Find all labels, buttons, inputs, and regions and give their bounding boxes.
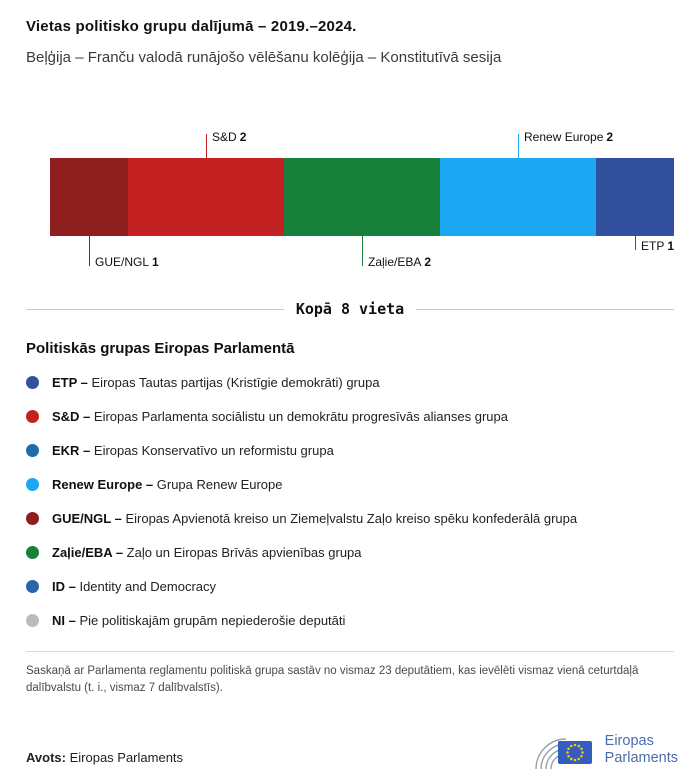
legend-item-renew-europe [26, 467, 674, 501]
legend-dot [26, 478, 39, 491]
callout-etp [635, 236, 675, 253]
callout-gue-ngl [89, 236, 159, 269]
source-label: Avots: [26, 750, 66, 765]
legend-text: EKR – Eiropas Konservatīvo un reformistu grupa [52, 442, 334, 458]
legend-text: Zaļie/EBA – Zaļo un Eiropas Brīvās apvienības grupa [52, 544, 362, 560]
source-value: Eiropas Parlaments [69, 750, 184, 765]
legend-item-etp [26, 365, 674, 399]
legend-text: ID – Identity and Democracy [52, 578, 217, 594]
legend-text: GUE/NGL – Eiropas Apvienotā kreiso un Ziemeļvalstu Zaļo kreiso spēku konfederālā grupa [52, 510, 578, 526]
ep-logo-line1: Eiropas [604, 732, 654, 749]
legend-dot [26, 614, 39, 627]
legend-dot [26, 512, 39, 525]
callout-label: Renew Europe 2 [524, 130, 614, 144]
legend-text: Renew Europe – Grupa Renew Europe [52, 476, 283, 492]
legend-item-s-d [26, 399, 674, 433]
legend-dot [26, 580, 39, 593]
bar-segment-za-ie-eba [284, 158, 440, 236]
total-row [26, 300, 674, 318]
callout-label: Zaļie/EBA 2 [368, 255, 432, 269]
total-rule-right [416, 309, 674, 310]
legend-text: NI – Pie politiskajām grupām nepiederošie deputāti [52, 612, 346, 628]
stacked-bar [50, 158, 674, 236]
legend [26, 365, 674, 637]
legend-text: ETP – Eiropas Tautas partijas (Kristīgie demokrāti) grupa [52, 374, 380, 390]
callout-s-d [206, 130, 247, 158]
ep-logo-text [605, 733, 678, 768]
legend-item-gue-ngl [26, 501, 674, 535]
legend-item-za-ie-eba [26, 535, 674, 569]
bottom-row [26, 727, 678, 773]
bar-segment-gue-ngl [50, 158, 128, 236]
legend-item-ni [26, 603, 674, 637]
callout-label: S&D 2 [212, 130, 247, 144]
legend-item-id [26, 569, 674, 603]
callout-label: GUE/NGL 1 [95, 255, 159, 269]
legend-dot [26, 376, 39, 389]
total-rule-left [26, 309, 284, 310]
legend-heading: Politiskās grupas Eiropas Parlamentā [26, 340, 295, 357]
total-seats-label: Kopā 8 vieta [295, 300, 405, 318]
page-subtitle: Beļģija – Franču valodā runājošo vēlēšanu kolēģija – Konstitutīvā sesija [26, 49, 502, 66]
legend-dot [26, 410, 39, 423]
footnote: Saskaņā ar Parlamenta reglamentu politiskā grupa sastāv no vismaz 23 deputātiem, kas ievēlēti vismaz vienā ceturtdaļā dalībvalstu (t. i., vismaz 7 dalībvalstīs). [26, 651, 674, 698]
legend-item-ekr [26, 433, 674, 467]
legend-dot [26, 546, 39, 559]
page-title: Vietas politisko grupu dalījumā – 2019.–2024. [26, 18, 357, 35]
callout-label: ETP 1 [641, 239, 675, 253]
bar-segment-s-d [128, 158, 284, 236]
callout-za-ie-eba [362, 236, 432, 269]
ep-hemicycle-flag-icon [530, 727, 596, 773]
european-parliament-logo [530, 727, 678, 773]
legend-dot [26, 444, 39, 457]
bar-segment-renew-europe [440, 158, 596, 236]
callout-renew-europe [518, 130, 614, 158]
source-line [26, 750, 183, 773]
ep-logo-line2: Parlaments [604, 750, 678, 766]
legend-text: S&D – Eiropas Parlamenta sociālistu un demokrātu progresīvās alianses grupa [52, 408, 508, 424]
bar-segment-etp [596, 158, 674, 236]
seat-distribution-chart [50, 132, 674, 270]
